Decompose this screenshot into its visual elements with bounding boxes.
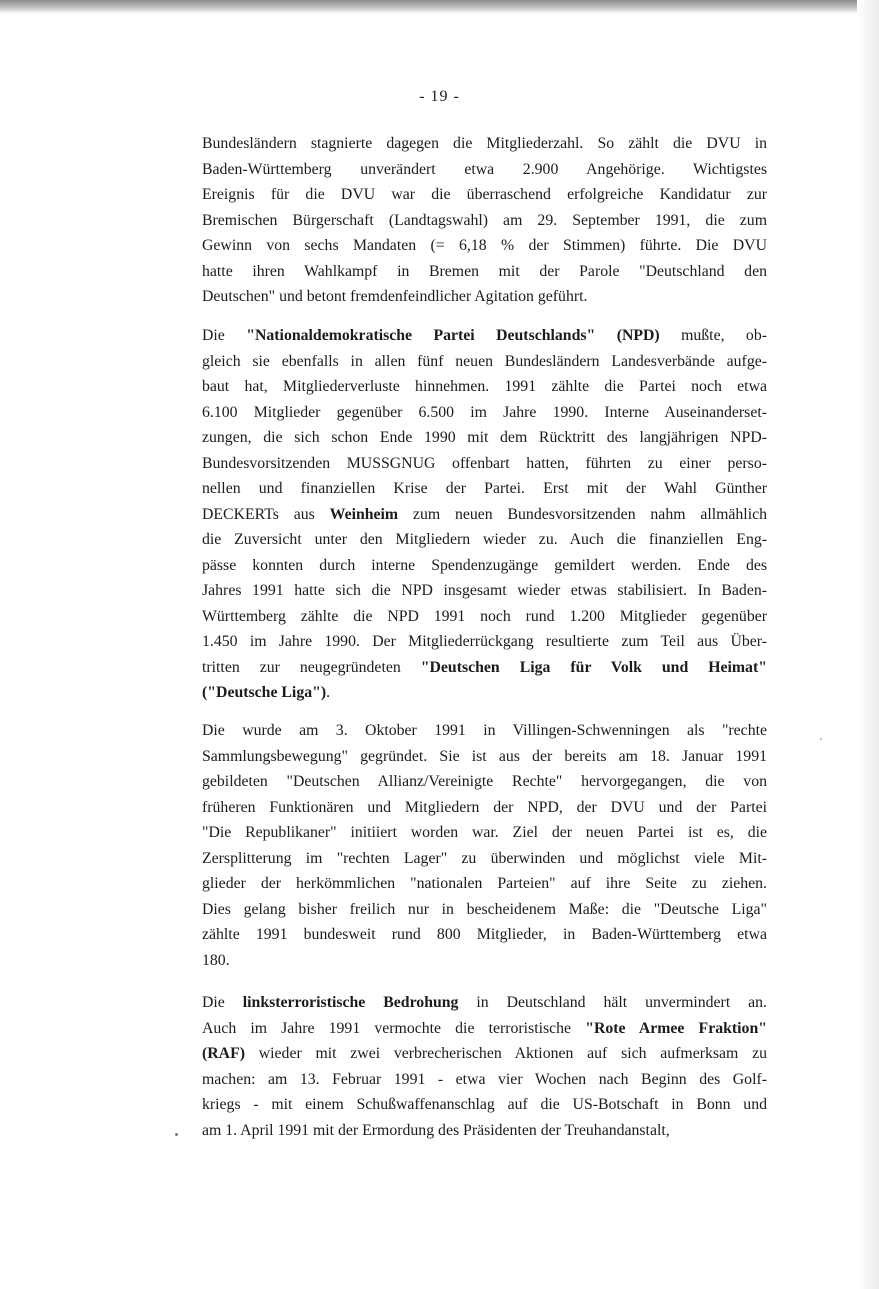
text-run: Die bbox=[202, 994, 243, 1011]
text-run: wieder mit zwei verbrecherischen Aktionen auf sich aufmerksam zu bbox=[245, 1045, 767, 1062]
text-run: kriegs - mit einem Schußwaffenanschlag auf die US-Botschaft in Bonn und bbox=[202, 1096, 767, 1113]
bold-term: ("Deutsche Liga") bbox=[202, 684, 327, 701]
text-run: Die wurde am 3. Oktober 1991 in Villingen-Schwenningen als "rechte bbox=[202, 722, 767, 739]
text-run: die Zuversicht unter den Mitgliedern wieder zu. Auch die finanziellen Eng- bbox=[202, 531, 767, 548]
text-run: Dies gelang bisher freilich nur in bescheidenem Maße: die "Deutsche Liga" bbox=[202, 900, 767, 918]
scan-top-edge bbox=[0, 0, 879, 14]
text-line bbox=[202, 846, 767, 872]
text-line bbox=[202, 948, 767, 974]
bold-term: linksterroristische Bedrohung bbox=[242, 994, 459, 1011]
scan-speck bbox=[820, 738, 822, 740]
bold-term: (RAF) bbox=[202, 1045, 245, 1062]
text-line bbox=[202, 233, 767, 259]
text-run: hatte ihren Wahlkampf in Bremen mit der Parole "Deutschland den bbox=[202, 262, 767, 280]
text-run: Gewinn von sechs Mandaten (= 6,18 % der Stimmen) führte. Die DVU bbox=[202, 237, 767, 254]
text-run: 1.450 im Jahre 1990. Der Mitgliederrückgang resultierte zum Teil aus Über- bbox=[202, 633, 767, 650]
text-line bbox=[202, 157, 767, 183]
text-run: DECKERTs aus bbox=[202, 505, 330, 523]
text-line bbox=[202, 502, 767, 528]
text-run: Bremischen Bürgerschaft (Landtagswahl) am 29. September 1991, die zum bbox=[202, 211, 767, 229]
text-run: Ereignis für die DVU war die überraschend erfolgreiche Kandidatur zur bbox=[202, 186, 767, 203]
text-line bbox=[202, 604, 767, 630]
text-run: in Deutschland hält unvermindert an. bbox=[458, 994, 767, 1011]
text-run: Auch im Jahre 1991 vermochte die terroristische bbox=[202, 1019, 586, 1037]
text-line bbox=[202, 374, 767, 400]
text-run: Baden-Württemberg unverändert etwa 2.900 Angehörige. Wichtigstes bbox=[202, 160, 767, 178]
text-run: nellen und finanziellen Krise der Partei. Erst mit der Wahl Günther bbox=[202, 480, 767, 497]
text-run: mußte, ob- bbox=[659, 327, 767, 344]
text-run: gebildeten "Deutschen Allianz/Vereinigte Rechte" hervorgegangen, die von bbox=[202, 773, 767, 790]
text-run: Jahres 1991 hatte sich die NPD insgesamt wieder etwas stabilisiert. In Baden- bbox=[202, 582, 767, 599]
text-run: pässe konnten durch interne Spendenzugänge gemildert werden. Ende des bbox=[202, 556, 767, 574]
text-line bbox=[202, 680, 767, 706]
page-number: - 19 - bbox=[419, 88, 460, 105]
text-run: "Die Republikaner" initiiert worden war. Ziel der neuen Partei ist es, die bbox=[202, 824, 767, 841]
text-line bbox=[202, 795, 767, 821]
paragraph-dvu bbox=[202, 131, 767, 310]
text-line bbox=[202, 323, 767, 349]
text-run: Die bbox=[202, 327, 247, 344]
text-line bbox=[202, 553, 767, 579]
text-line bbox=[202, 425, 767, 451]
text-run: . bbox=[326, 684, 331, 701]
paragraph-npd bbox=[202, 323, 767, 706]
text-run: zungen, die sich schon Ende 1990 mit dem Rücktritt des langjährigen NPD- bbox=[202, 429, 767, 446]
bold-term: "Rote Armee Fraktion" bbox=[585, 1019, 767, 1037]
text-line bbox=[202, 131, 767, 157]
text-line bbox=[202, 400, 767, 426]
bold-term: Weinheim bbox=[329, 505, 399, 523]
text-line bbox=[202, 208, 767, 234]
text-run: Württemberg zählte die NPD 1991 noch rund 1.200 Mitglieder gegenüber bbox=[202, 607, 767, 625]
paragraph-linksterrorismus bbox=[202, 990, 767, 1143]
text-run: gleich sie ebenfalls in allen fünf neuen Bundesländern Landesverbände aufge- bbox=[202, 352, 767, 370]
text-run: früheren Funktionären und Mitgliedern der NPD, der DVU und der Partei bbox=[202, 798, 767, 816]
text-line bbox=[202, 1067, 767, 1093]
text-line bbox=[202, 629, 767, 655]
text-line bbox=[202, 1016, 767, 1042]
text-run: 6.100 Mitglieder gegenüber 6.500 im Jahre 1990. Interne Auseinanderset- bbox=[202, 403, 767, 421]
bold-term: "Deutschen Liga für Volk und Heimat" bbox=[420, 658, 767, 676]
text-run: 180. bbox=[202, 951, 230, 969]
text-run: zählte 1991 bundesweit rund 800 Mitglieder, in Baden-Württemberg etwa bbox=[202, 926, 767, 943]
text-line bbox=[202, 897, 767, 923]
paragraph-deutsche-liga bbox=[202, 718, 767, 973]
text-run: glieder der herkömmlichen "nationalen Parteien" auf ihre Seite zu ziehen. bbox=[202, 875, 767, 892]
text-line bbox=[202, 744, 767, 770]
bold-term: "Nationaldemokratische Partei Deutschlands" (NPD) bbox=[246, 327, 660, 344]
text-run: zum neuen Bundesvorsitzenden nahm allmählich bbox=[398, 505, 767, 523]
text-line bbox=[202, 476, 767, 502]
text-line bbox=[202, 655, 767, 681]
text-line bbox=[202, 182, 767, 208]
text-line bbox=[202, 820, 767, 846]
text-line bbox=[202, 1092, 767, 1118]
text-run: am 1. April 1991 mit der Ermordung des Präsidenten der Treuhandanstalt, bbox=[202, 1121, 670, 1139]
text-line bbox=[202, 578, 767, 604]
scan-speck bbox=[175, 1133, 178, 1136]
text-line bbox=[202, 718, 767, 744]
text-run: Zersplitterung im "rechten Lager" zu überwinden und möglichst viele Mit- bbox=[202, 849, 767, 867]
text-line bbox=[202, 1118, 767, 1144]
text-line bbox=[202, 527, 767, 553]
text-line bbox=[202, 284, 767, 310]
text-run: tritten zur neugegründeten bbox=[202, 658, 421, 676]
text-run: Sammlungsbewegung" gegründet. Sie ist aus der bereits am 18. Januar 1991 bbox=[202, 747, 767, 765]
text-run: machen: am 13. Februar 1991 - etwa vier Wochen nach Beginn des Golf- bbox=[202, 1070, 767, 1088]
text-line bbox=[202, 871, 767, 897]
text-line bbox=[202, 990, 767, 1016]
text-line bbox=[202, 1041, 767, 1067]
text-run: Deutschen" und betont fremdenfeindlicher Agitation geführt. bbox=[202, 288, 588, 305]
text-line bbox=[202, 259, 767, 285]
text-run: Bundesvorsitzenden MUSSGNUG offenbart hatten, führten zu einer perso- bbox=[202, 454, 767, 472]
text-line bbox=[202, 349, 767, 375]
text-line bbox=[202, 451, 767, 477]
text-run: Bundesländern stagnierte dagegen die Mitgliederzahl. So zählt die DVU in bbox=[202, 135, 767, 152]
text-line bbox=[202, 922, 767, 948]
text-run: baut hat, Mitgliederverluste hinnehmen. 1991 zählte die Partei noch etwa bbox=[202, 378, 767, 395]
text-line bbox=[202, 769, 767, 795]
scan-right-edge bbox=[857, 0, 879, 1289]
